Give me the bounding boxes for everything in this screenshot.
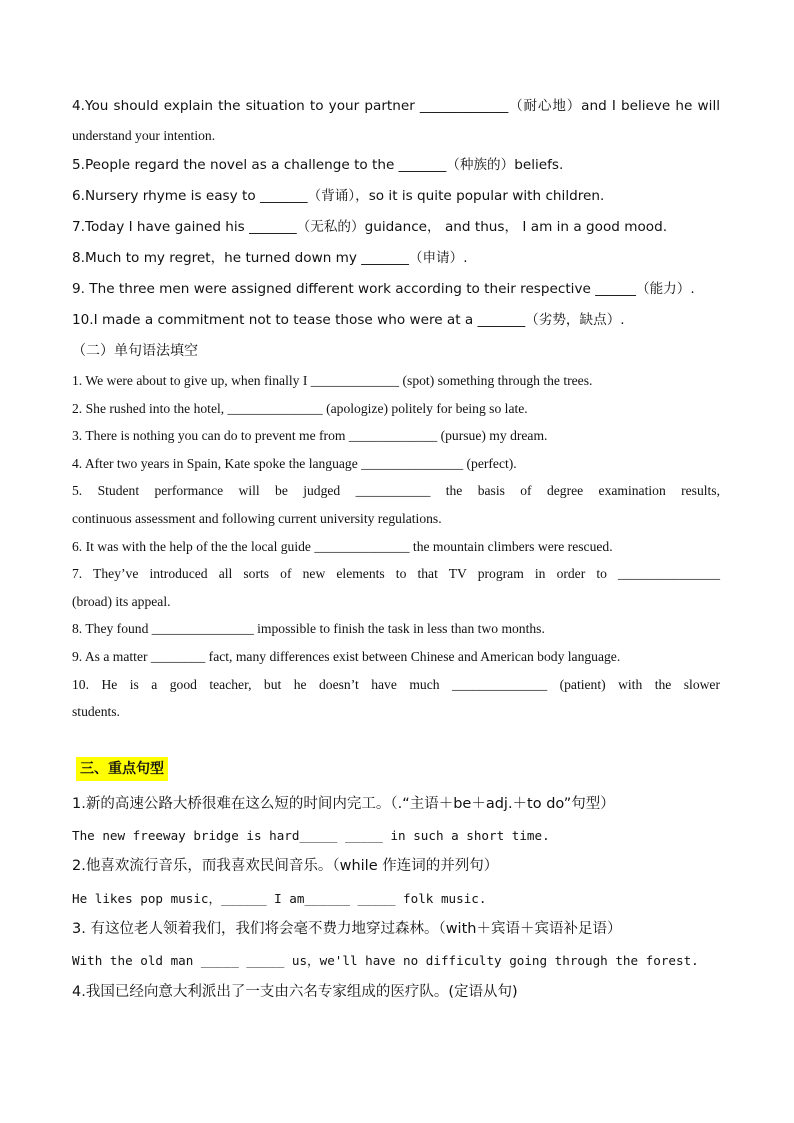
exercise-line: 3. There is nothing you can do to prevent me from _____________ (pursue) my dream. [72,428,548,443]
exercise-line: students. [72,704,120,719]
exercise-line: 7.Today I have gained his _______（无私的）guidance， and thus， I am in a good mood. [72,219,668,235]
sentence-answer: With the old man _____ _____ us，we'll have no difficulty going through the forest. [72,953,699,968]
exercise-line: 5. Student performance will be judged ___________ the basis of degree examination results, [72,483,720,498]
exercise-line: 8. They found _______________ impossible to finish the task in less than two months. [72,621,545,636]
exercise-line: 5.People regard the novel as a challenge to the _______（种族的）beliefs. [72,157,564,173]
sentence-prompt: 3. 有这位老人领着我们，我们将会毫不费力地穿过森林。（with＋宾语＋宾语补足语） [72,921,622,937]
exercise-line: continuous assessment and following current university regulations. [72,511,442,526]
section-title: （二）单句语法填空 [72,343,198,359]
exercise-line: 10.I made a commitment not to tease those who were at a _______（劣势，缺点）. [72,312,625,328]
sentence-prompt: 2.他喜欢流行音乐，而我喜欢民间音乐。（while 作连词的并列句） [72,858,499,874]
exercise-line: 9. As a matter ________ fact, many differences exist between Chinese and American body language. [72,649,621,664]
section-heading: 三、重点句型 [76,757,168,781]
exercise-line: understand your intention. [72,128,216,143]
exercise-line: 9. The three men were assigned different work according to their respective ______（能力）. [72,281,695,297]
exercise-line: 10. He is a good teacher, but he doesn’t have much ______________ (patient) with the slower [72,677,720,692]
exercise-line: 4. After two years in Spain, Kate spoke the language _______________ (perfect). [72,456,517,471]
sentence-prompt: 1.新的高速公路大桥很难在这么短的时间内完工。（.“主语＋be＋adj.＋to do”句型） [72,796,615,812]
exercise-line: 2. She rushed into the hotel, ______________ (apologize) politely for being so late. [72,401,528,416]
exercise-line: 1. We were about to give up, when finally I _____________ (spot) something through the trees. [72,373,593,388]
exercise-line: 6.Nursery rhyme is easy to _______（背诵），so it is quite popular with children. [72,188,605,204]
exercise-line: 6. It was with the help of the the local guide ______________ the mountain climbers were rescued. [72,539,613,554]
exercise-line: 7. They’ve introduced all sorts of new elements to that TV program in order to _______________ [72,566,720,581]
sentence-prompt: 4.我国已经向意大利派出了一支由六名专家组成的医疗队。(定语从句) [72,984,518,1000]
exercise-line: (broad) its appeal. [72,594,171,609]
sentence-answer: The new freeway bridge is hard_____ _____ in such a short time. [72,828,550,843]
exercise-line: 8.Much to my regret，he turned down my _______（申请）. [72,250,468,266]
exercise-line: 4.You should explain the situation to your partner _____________（耐心地）and I believe he will [72,98,720,114]
sentence-answer: He likes pop music，______ I am______ _____ folk music. [72,891,487,906]
